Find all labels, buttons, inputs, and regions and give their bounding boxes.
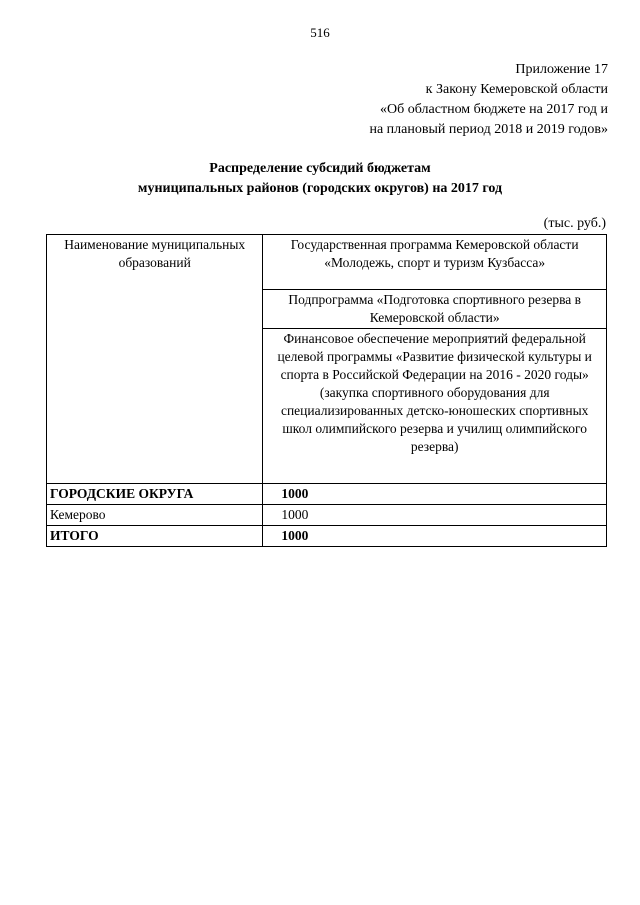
row-value: 1000 (263, 526, 607, 547)
row-value: 1000 (263, 484, 607, 505)
unit-label: (тыс. руб.) (543, 216, 606, 231)
header-program: Государственная программа Кемеровской области «Молодежь, спорт и туризм Кузбасса» (263, 235, 607, 290)
appendix-header (369, 60, 608, 140)
appendix-line-2: к Закону Кемеровской области (425, 82, 608, 97)
table-row-total (47, 526, 607, 547)
row-name: ГОРОДСКИЕ ОКРУГА (47, 484, 263, 505)
title-line-1: Распределение субсидий бюджетам (209, 161, 431, 176)
header-measure: Финансовое обеспечение мероприятий федеральной целевой программы «Развитие физической культуры и спорта в Российской Федерации на 2016 - 2020 годы» (закупка спортивного оборудования для специализированных детско-юношеских спортивных школ олимпийского резерва и училищ олимпийского резерва) (263, 329, 607, 484)
table-row (47, 484, 607, 505)
page-number: 516 (310, 25, 330, 40)
table-row (47, 505, 607, 526)
title-line-2: муниципальных районов (городских округов) на 2017 год (137, 181, 503, 196)
subsidies-table (46, 234, 607, 547)
header-subprogram: Подпрограмма «Подготовка спортивного резерва в Кемеровской области» (263, 290, 607, 329)
document-title (0, 159, 640, 199)
appendix-line-4: на плановый период 2018 и 2019 годов» (369, 122, 608, 137)
row-name: ИТОГО (47, 526, 263, 547)
header-row-program (47, 235, 607, 290)
row-value: 1000 (263, 505, 607, 526)
row-name: Кемерово (47, 505, 263, 526)
appendix-line-1: Приложение 17 (515, 62, 608, 77)
appendix-line-3: «Об областном бюджете на 2017 год и (380, 102, 608, 117)
header-municipality-name: Наименование муниципальных образований (47, 235, 263, 484)
